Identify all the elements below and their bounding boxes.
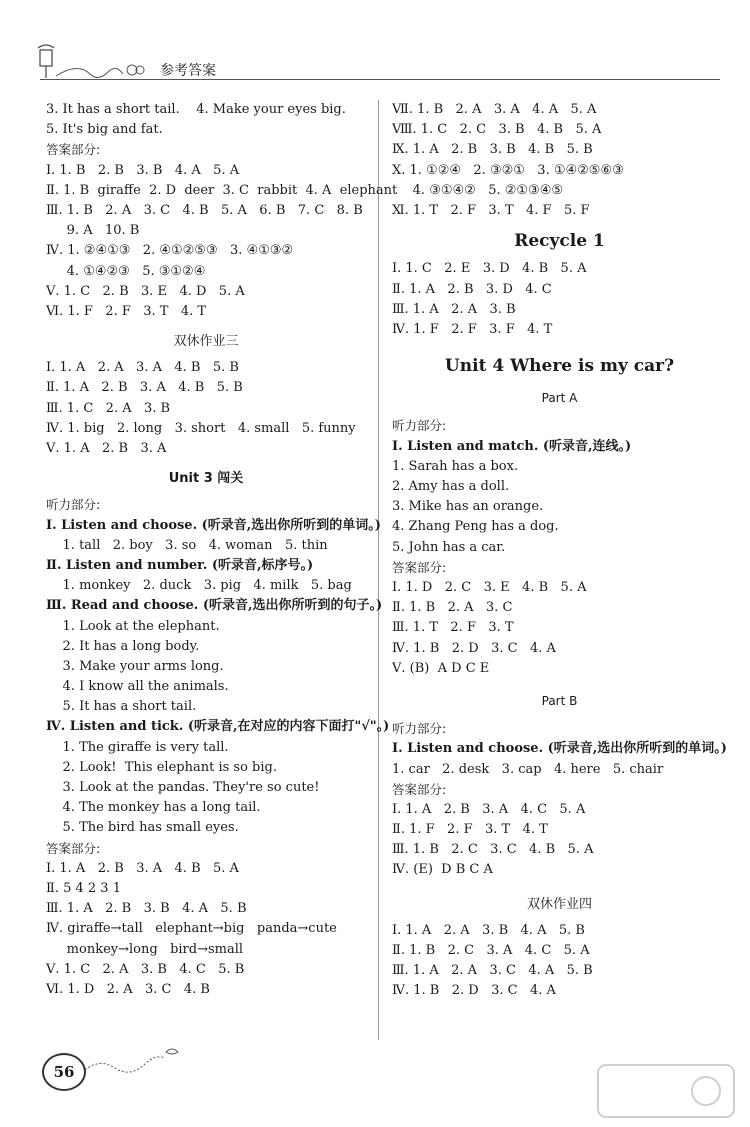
answer-line: Ⅴ. 1. C 2. B 3. E 4. D 5. A bbox=[46, 283, 245, 299]
listening-line: 4. I know all the animals. bbox=[46, 679, 229, 695]
answer-line: Ⅹ. 1. ①②④ 2. ③②① 3. ①④②⑤⑥③ bbox=[392, 162, 624, 178]
listening-line: 5. John has a car. bbox=[392, 539, 506, 555]
answer-line: Ⅰ. 1. B 2. B 3. B 4. A 5. A bbox=[46, 162, 240, 178]
listening-line: Ⅰ. Listen and choose. (听录音,选出你所听到的单词。) bbox=[46, 517, 381, 533]
listening-label: 听力部分: bbox=[392, 418, 447, 434]
answer-line: Ⅰ. 1. A 2. A 3. A 4. B 5. B bbox=[46, 360, 239, 376]
listening-line: 1. car 2. desk 3. cap 4. here 5. chair bbox=[392, 761, 664, 777]
section-heading: 双休作业三 bbox=[173, 334, 239, 350]
answer-line: 9. A 10. B bbox=[46, 223, 140, 239]
listening-line: 3. Look at the pandas. They're so cute! bbox=[46, 780, 320, 796]
watermark-logo bbox=[596, 1061, 736, 1121]
answer-line: Ⅵ. 1. F 2. F 3. T 4. T bbox=[46, 303, 207, 319]
swirl-decoration-icon bbox=[80, 1040, 190, 1080]
answer-label: 答案部分: bbox=[392, 559, 447, 575]
answer-line: Ⅲ. 1. A 2. A 3. C 4. A 5. B bbox=[392, 963, 593, 979]
answer-line: Ⅲ. 1. B 2. C 3. C 4. B 5. A bbox=[392, 842, 594, 858]
answer-line: Ⅳ. giraffe→tall elephant→big panda→cute bbox=[46, 921, 337, 937]
header-divider bbox=[40, 79, 720, 80]
answer-line: Ⅲ. 1. C 2. A 3. B bbox=[46, 400, 171, 416]
listening-line: 5. It has a short tail. bbox=[46, 699, 197, 715]
listening-line: 2. Look! This elephant is so big. bbox=[46, 759, 277, 775]
answer-line: Ⅰ. 1. A 2. B 3. A 4. B 5. A bbox=[46, 860, 239, 876]
answer-line: Ⅲ. 1. B 2. A 3. C 4. B 5. A 6. B 7. C 8. B bbox=[46, 202, 363, 218]
answer-line: Ⅱ. 1. F 2. F 3. T 4. T bbox=[392, 822, 548, 838]
part-heading: Part B bbox=[541, 693, 578, 708]
listening-line: Ⅳ. Listen and tick. (听录音,在对应的内容下面打"√"。) bbox=[46, 719, 390, 735]
answer-line: Ⅲ. 1. A 2. B 3. B 4. A 5. B bbox=[46, 901, 247, 917]
answer-line: Ⅱ. 1. B 2. C 3. A 4. C 5. A bbox=[392, 943, 590, 959]
answer-label: 答案部分: bbox=[392, 781, 447, 797]
listening-line: 1. monkey 2. duck 3. pig 4. milk 5. bag bbox=[46, 578, 352, 594]
answer-line: Ⅶ. 1. B 2. A 3. A 4. A 5. A bbox=[392, 102, 597, 117]
answer-line: Ⅱ. 1. B 2. A 3. C bbox=[392, 600, 513, 616]
answer-line: Ⅸ. 1. A 2. B 3. B 4. B 5. B bbox=[392, 142, 593, 158]
answer-line: 4. ①④②③ 5. ③①②④ bbox=[46, 263, 206, 279]
listening-line: Ⅰ. Listen and choose. (听录音,选出你所听到的单词。) bbox=[392, 741, 727, 757]
answer-line: Ⅳ. (E) D B C A bbox=[392, 862, 493, 878]
answer-line: Ⅵ. 1. D 2. A 3. C 4. B bbox=[46, 981, 210, 997]
section-heading: 双休作业四 bbox=[526, 896, 592, 912]
answer-line: Ⅳ. 1. big 2. long 3. short 4. small 5. funny bbox=[46, 420, 356, 436]
listening-line: 2. Amy has a doll. bbox=[392, 479, 510, 495]
answer-line: Ⅳ. 1. F 2. F 3. F 4. T bbox=[392, 321, 553, 337]
section-heading: Recycle 1 bbox=[514, 231, 605, 252]
listening-line: 1. tall 2. boy 3. so 4. woman 5. thin bbox=[46, 537, 328, 553]
answer-line: Ⅱ. 5 4 2 3 1 bbox=[46, 880, 121, 896]
part-heading: Part A bbox=[541, 391, 578, 406]
section-heading: Unit 4 Where is my car? bbox=[444, 356, 675, 377]
answer-label: 答案部分: bbox=[46, 142, 101, 158]
listening-line: 3. Mike has an orange. bbox=[392, 499, 544, 515]
listening-label: 听力部分: bbox=[46, 497, 101, 513]
left-column bbox=[46, 100, 398, 1000]
answer-line: Ⅱ. 1. B giraffe 2. D deer 3. C rabbit 4. A elephant bbox=[46, 182, 398, 198]
listening-line: Ⅱ. Listen and number. (听录音,标序号。) bbox=[46, 557, 314, 573]
text-line: 3. It has a short tail. 4. Make your eyes big. bbox=[46, 102, 346, 117]
section-heading: Unit 3 闯关 bbox=[168, 471, 244, 487]
answer-line: Ⅰ. 1. C 2. E 3. D 4. B 5. A bbox=[392, 261, 587, 277]
page-header-title: 参考答案 bbox=[160, 63, 216, 79]
listening-label: 听力部分: bbox=[392, 721, 447, 737]
answer-line: Ⅴ. 1. A 2. B 3. A bbox=[46, 441, 167, 457]
listening-line: 1. Sarah has a box. bbox=[392, 458, 519, 474]
listening-line: 3. Make your arms long. bbox=[46, 658, 224, 674]
answer-line: Ⅱ. 1. A 2. B 3. D 4. C bbox=[392, 281, 552, 297]
answer-line: Ⅺ. 1. T 2. F 3. T 4. F 5. F bbox=[392, 202, 590, 218]
right-column bbox=[392, 100, 727, 1002]
text-line: 5. It's big and fat. bbox=[46, 122, 163, 138]
answer-label: 答案部分: bbox=[46, 840, 101, 856]
listening-line: Ⅰ. Listen and match. (听录音,连线。) bbox=[392, 438, 632, 454]
answer-line: Ⅲ. 1. T 2. F 3. T bbox=[392, 620, 514, 636]
answer-line: Ⅳ. 1. B 2. D 3. C 4. A bbox=[392, 983, 556, 999]
column-divider bbox=[378, 100, 379, 1040]
answer-line: Ⅰ. 1. A 2. A 3. B 4. A 5. B bbox=[392, 922, 585, 938]
answer-line: Ⅱ. 1. A 2. B 3. A 4. B 5. B bbox=[46, 380, 243, 396]
answer-line: Ⅳ. 1. ②④①③ 2. ④①②⑤③ 3. ④①③② bbox=[46, 243, 294, 259]
listening-line: Ⅲ. Read and choose. (听录音,选出你所听到的句子。) bbox=[46, 598, 383, 614]
page-number: 56 bbox=[42, 1053, 86, 1091]
answer-line: monkey→long bird→small bbox=[46, 941, 244, 957]
answer-line: Ⅳ. 1. B 2. D 3. C 4. A bbox=[392, 640, 556, 656]
listening-line: 4. Zhang Peng has a dog. bbox=[392, 519, 559, 535]
answer-line: Ⅴ. (B) A D C E bbox=[392, 660, 490, 676]
answer-line: Ⅴ. 1. C 2. A 3. B 4. C 5. B bbox=[46, 961, 245, 977]
answer-line: Ⅰ. 1. D 2. C 3. E 4. B 5. A bbox=[392, 579, 587, 595]
answer-line: Ⅰ. 1. A 2. B 3. A 4. C 5. A bbox=[392, 801, 586, 817]
listening-line: 1. The giraffe is very tall. bbox=[46, 739, 229, 755]
answer-line: Ⅷ. 1. C 2. C 3. B 4. B 5. A bbox=[392, 122, 602, 138]
answer-line: Ⅲ. 1. A 2. A 3. B bbox=[392, 301, 516, 317]
answer-line: 4. ③①④② 5. ②①③④⑤ bbox=[392, 182, 564, 198]
listening-line: 1. Look at the elephant. bbox=[46, 618, 220, 634]
listening-line: 4. The monkey has a long tail. bbox=[46, 800, 261, 816]
listening-line: 5. The bird has small eyes. bbox=[46, 820, 239, 836]
listening-line: 2. It has a long body. bbox=[46, 638, 200, 654]
